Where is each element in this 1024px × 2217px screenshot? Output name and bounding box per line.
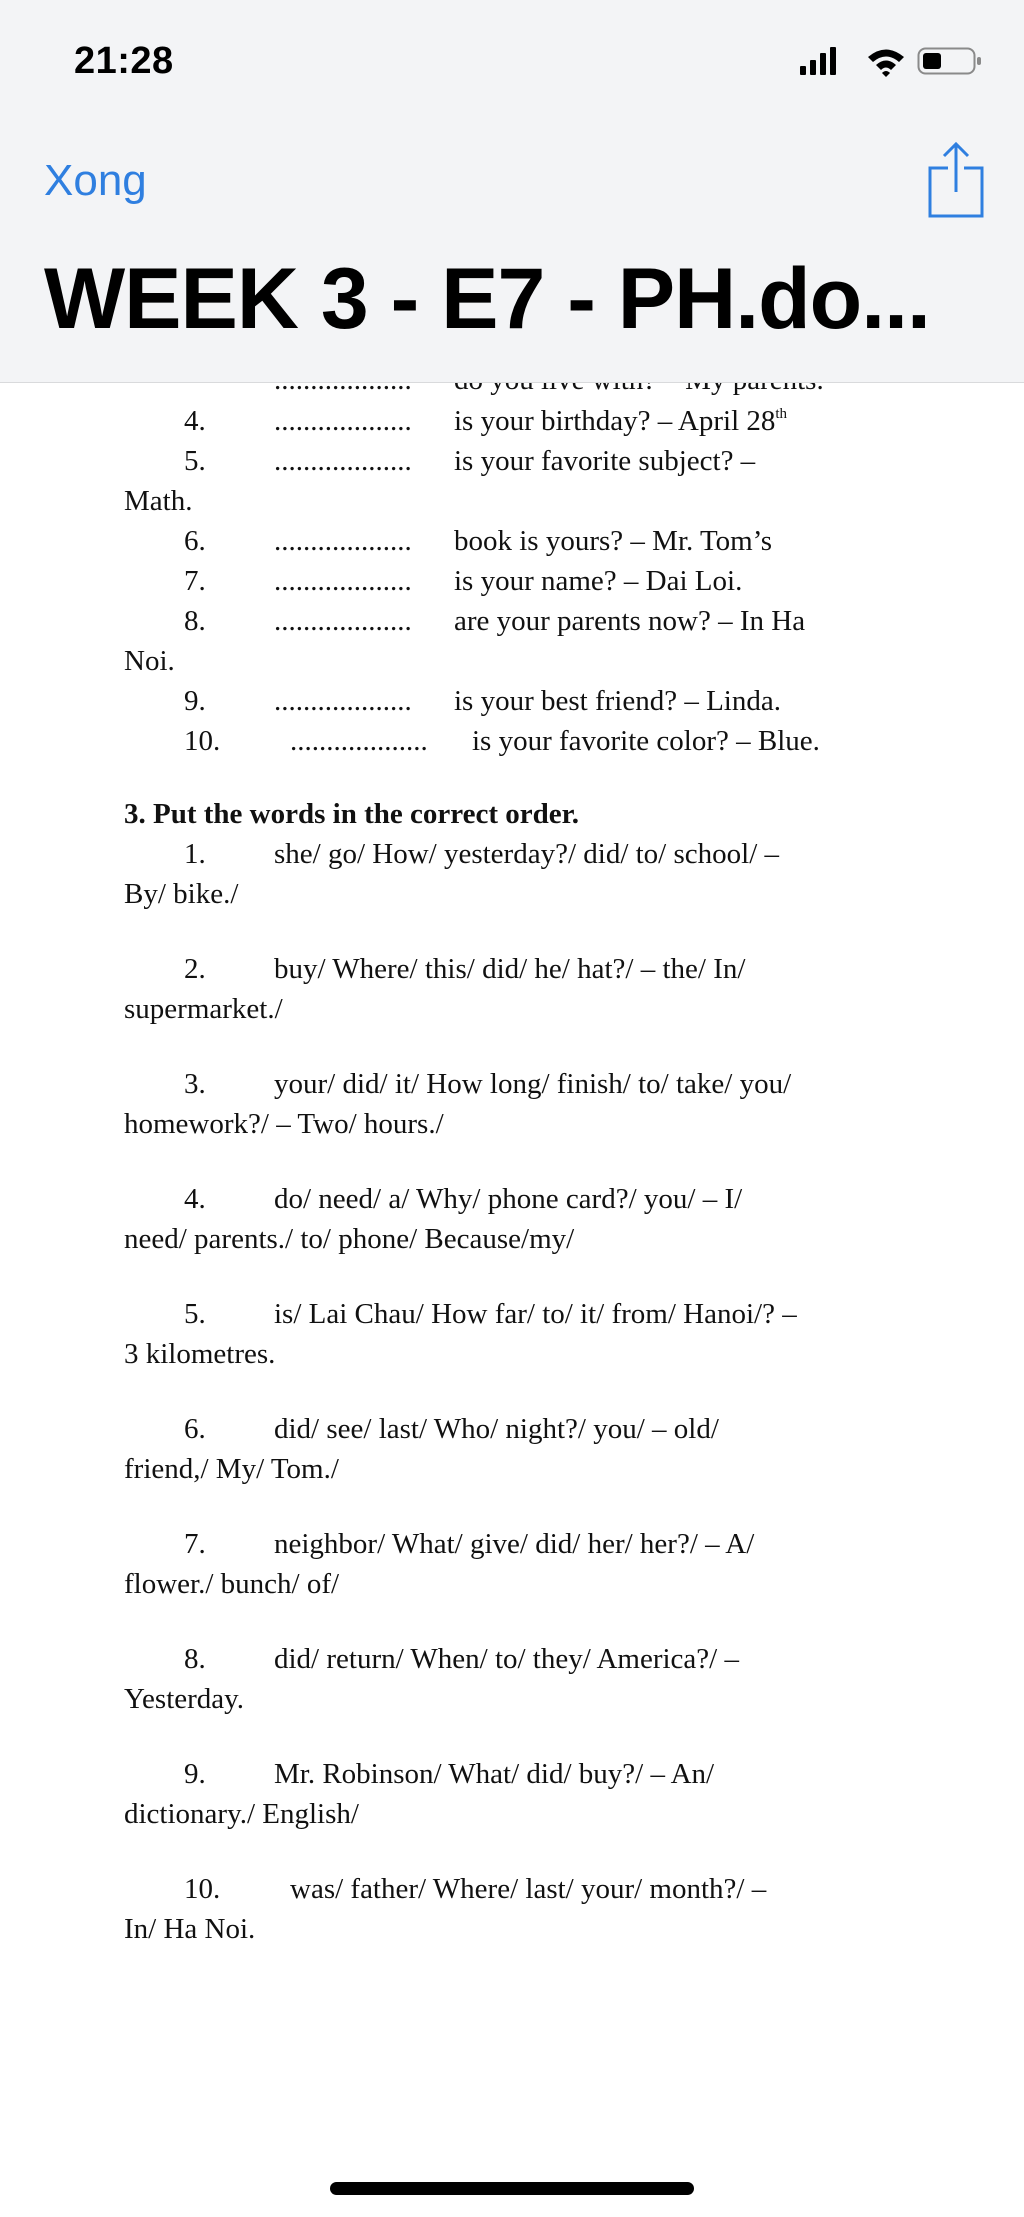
status-time: 21:28 — [74, 40, 174, 82]
item-text: neighbor/ What/ give/ did/ her/ her?/ – A/ — [274, 1528, 755, 1560]
list-item-continuation: Noi. — [124, 645, 175, 677]
item-number: 1. — [184, 838, 206, 870]
wifi-icon — [868, 50, 904, 78]
question-blank: ................... — [274, 445, 412, 477]
list-item-continuation: friend,/ My/ Tom./ — [124, 1453, 339, 1485]
item-number: 8. — [184, 1643, 206, 1675]
item-number: 4. — [184, 1183, 206, 1215]
question-blank: ................... — [274, 525, 412, 557]
question-text: is your name? – Dai Loi. — [454, 565, 743, 597]
item-text: did/ see/ last/ Who/ night?/ you/ – old/ — [274, 1413, 719, 1445]
status-icons — [798, 44, 988, 78]
item-text: was/ father/ Where/ last/ your/ month?/ – — [290, 1873, 767, 1905]
list-item-continuation: dictionary./ English/ — [124, 1798, 359, 1830]
share-icon[interactable] — [924, 140, 988, 220]
list-item-continuation: Math. — [124, 485, 193, 517]
list-item-continuation: Yesterday. — [124, 1683, 245, 1715]
navigation-header — [0, 0, 1024, 383]
item-number: 2. — [184, 953, 206, 985]
item-number: 5. — [184, 1298, 206, 1330]
question-blank: ................... — [274, 405, 412, 437]
item-text: your/ did/ it/ How long/ finish/ to/ take/ you/ — [274, 1068, 792, 1100]
question-text: is your best friend? – Linda. — [454, 685, 781, 717]
item-number: 6. — [184, 1413, 206, 1445]
item-number: 8. — [184, 605, 206, 637]
home-indicator[interactable] — [330, 2182, 694, 2195]
item-text: buy/ Where/ this/ did/ he/ hat?/ – the/ In/ — [274, 953, 746, 985]
question-text: are your parents now? – In Ha — [454, 605, 806, 637]
item-number: 7. — [184, 1528, 206, 1560]
list-item-continuation: need/ parents./ to/ phone/ Because/my/ — [124, 1223, 575, 1255]
ordinal-suffix: th — [775, 406, 788, 422]
item-text: Mr. Robinson/ What/ did/ buy?/ – An/ — [274, 1758, 715, 1790]
question-blank: ................... — [274, 605, 412, 637]
question-blank: ................... — [274, 565, 412, 597]
list-item-continuation: In/ Ha Noi. — [124, 1913, 256, 1945]
question-text-main: is your birthday? – April 28 — [454, 405, 776, 437]
question-text — [454, 407, 787, 436]
question-blank: ................... — [274, 685, 412, 717]
item-number: 9. — [184, 685, 206, 717]
item-number: 9. — [184, 1758, 206, 1790]
item-text: she/ go/ How/ yesterday?/ did/ to/ school/ – — [274, 838, 780, 870]
question-text: is your favorite subject? – — [454, 445, 756, 477]
section-heading: 3. Put the words in the correct order. — [124, 798, 580, 830]
item-text: is/ Lai Chau/ How far/ to/ it/ from/ Hanoi/? – — [274, 1298, 797, 1330]
question-text: is your favorite color? – Blue. — [472, 725, 820, 757]
item-number: 7. — [184, 565, 206, 597]
list-item-continuation: flower./ bunch/ of/ — [124, 1568, 340, 1600]
battery-icon — [919, 49, 982, 74]
item-number: 10. — [184, 725, 221, 757]
question-blank: ................... — [290, 725, 428, 757]
done-button[interactable]: Xong — [44, 156, 147, 205]
item-number: 10. — [184, 1873, 221, 1905]
page-title: WEEK 3 - E7 - PH.do... — [44, 251, 930, 347]
item-text: did/ return/ When/ to/ they/ America?/ – — [274, 1643, 739, 1675]
list-item-continuation: By/ bike./ — [124, 878, 239, 910]
list-item-continuation: supermarket./ — [124, 993, 283, 1025]
item-number: 4. — [184, 405, 206, 437]
item-number: 3. — [184, 1068, 206, 1100]
item-number: 5. — [184, 445, 206, 477]
item-number: 6. — [184, 525, 206, 557]
question-text: book is yours? – Mr. Tom’s — [454, 525, 773, 557]
list-item-continuation: 3 kilometres. — [124, 1338, 276, 1370]
item-text: do/ need/ a/ Why/ phone card?/ you/ – I/ — [274, 1183, 743, 1215]
list-item-continuation: homework?/ – Two/ hours./ — [124, 1108, 444, 1140]
cellular-signal-icon — [800, 47, 836, 75]
